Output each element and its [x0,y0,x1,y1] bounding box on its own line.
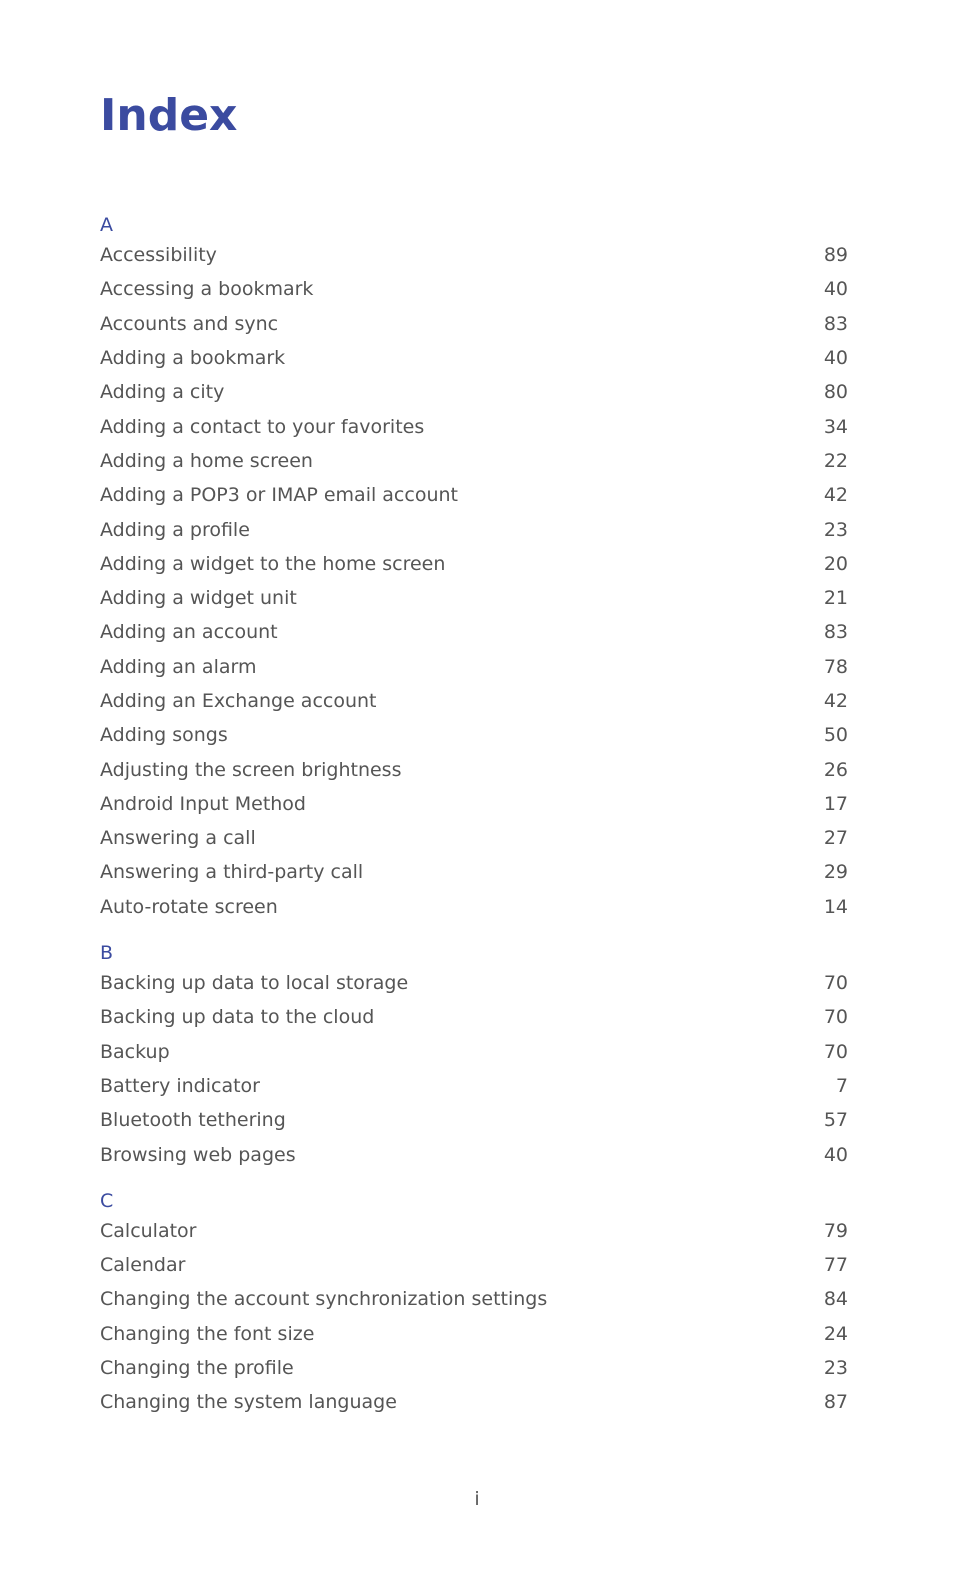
entry-page-number: 89 [823,244,848,267]
index-entry[interactable] [100,307,848,341]
entry-page-number: 79 [823,1219,848,1242]
section-letter: A [100,214,113,236]
entry-label: Adjusting the screen brightness [100,758,402,781]
entry-page-number: 42 [823,690,848,712]
entry-page-number: 42 [823,484,848,507]
index-entry[interactable] [100,272,848,306]
entry-page-number: 21 [823,587,848,610]
entry-page-number: 40 [823,1143,848,1166]
entry-label: Adding a city [100,381,225,404]
entry-label: Changing the profile [100,1357,294,1380]
entry-page-number: 70 [823,1040,848,1063]
entry-label: Backing up data to the cloud [100,1006,375,1029]
entry-label: Calculator [100,1219,197,1242]
page-number: i [474,1488,480,1510]
entry-label: Changing the system language [100,1391,397,1414]
entry-label: Accessibility [100,244,217,267]
entry-page-number: 20 [823,552,848,575]
index-entry[interactable] [100,1385,848,1419]
entry-label: Adding a bookmark [100,347,286,370]
entry-page-number: 27 [823,827,848,850]
index-entry[interactable] [100,684,848,718]
entry-page-number: 14 [823,895,848,918]
index-entry[interactable] [100,1214,848,1248]
section-letter: C [100,1189,114,1212]
entry-label: Android Input Method [100,792,306,815]
index-entry[interactable] [100,1000,848,1034]
entry-label: Backing up data to local storage [100,972,409,995]
index-section [100,940,848,1172]
index-entry[interactable] [100,718,848,752]
index-entry[interactable] [100,1351,848,1385]
index-entry[interactable] [100,821,848,855]
entry-label: Calendar [100,1254,186,1277]
index-entry[interactable] [100,1137,848,1171]
index-section [100,212,848,924]
entry-label: Answering a third-party call [100,861,364,884]
entry-page-number: 83 [823,621,848,644]
entry-page-number: 57 [823,1109,848,1132]
entry-page-number: 22 [823,449,848,472]
entry-page-number: 7 [835,1074,848,1097]
entry-label: Adding an account [100,621,278,644]
index-entry[interactable] [100,787,848,821]
entry-label: Adding an alarm [100,655,257,678]
index-list [100,212,848,1420]
index-entry[interactable] [100,615,848,649]
entry-label: Backup [100,1040,170,1063]
index-entry[interactable] [100,478,848,512]
entry-label: Changing the font size [100,1322,315,1345]
entry-page-number: 17 [823,792,848,815]
index-section [100,1188,848,1420]
entry-label: Answering a call [100,827,256,850]
entry-page-number: 50 [823,724,848,747]
entry-page-number: 40 [823,278,848,301]
entry-page-number: 24 [823,1322,848,1345]
entry-label: Adding an Exchange account [100,690,377,712]
index-entry[interactable] [100,752,848,786]
entry-label: Adding a home screen [100,449,313,472]
index-entry[interactable] [100,444,848,478]
entry-page-number: 80 [823,381,848,404]
entry-label: Adding a profile [100,518,250,541]
entry-page-number: 70 [823,1006,848,1029]
entry-page-number: 70 [823,972,848,995]
entry-label: Accounts and sync [100,312,279,335]
entry-label: Adding a contact to your favorites [100,415,425,438]
entry-label: Changing the account synchronization settings [100,1288,548,1311]
entry-page-number: 87 [823,1391,848,1414]
entry-page-number: 77 [823,1254,848,1277]
entry-label: Auto-rotate screen [100,895,278,918]
entry-page-number: 29 [823,861,848,884]
index-entry[interactable] [100,512,848,546]
entry-label: Bluetooth tethering [100,1109,286,1132]
entry-page-number: 23 [823,518,848,541]
entry-label: Adding a widget to the home screen [100,552,446,575]
index-entry[interactable] [100,1069,848,1103]
section-letter: B [100,941,114,964]
entry-label: Accessing a bookmark [100,278,314,301]
entry-page-number: 84 [823,1288,848,1311]
index-entry[interactable] [100,341,848,375]
index-entry[interactable] [100,650,848,684]
index-entry[interactable] [100,1103,848,1137]
index-entry[interactable] [100,238,848,272]
entry-page-number: 83 [823,312,848,335]
index-entry[interactable] [100,409,848,443]
entry-label: Adding songs [100,724,228,747]
index-entry[interactable] [100,1282,848,1316]
entry-label: Adding a POP3 or IMAP email account [100,484,458,507]
index-entry[interactable] [100,1317,848,1351]
entry-page-number: 23 [823,1357,848,1380]
index-entry[interactable] [100,581,848,615]
index-entry[interactable] [100,1248,848,1282]
index-entry[interactable] [100,375,848,409]
index-entry[interactable] [100,890,848,924]
entry-label: Battery indicator [100,1074,260,1097]
entry-page-number: 26 [823,758,848,781]
entry-page-number: 40 [823,347,848,370]
index-entry[interactable] [100,855,848,889]
entry-page-number: 78 [823,655,848,678]
index-entry[interactable] [100,966,848,1000]
entry-page-number: 34 [823,415,848,438]
entry-label: Adding a widget unit [100,587,297,610]
index-entry[interactable] [100,1035,848,1069]
index-entry[interactable] [100,547,848,581]
entry-label: Browsing web pages [100,1143,296,1166]
page-title: Index [100,90,238,141]
